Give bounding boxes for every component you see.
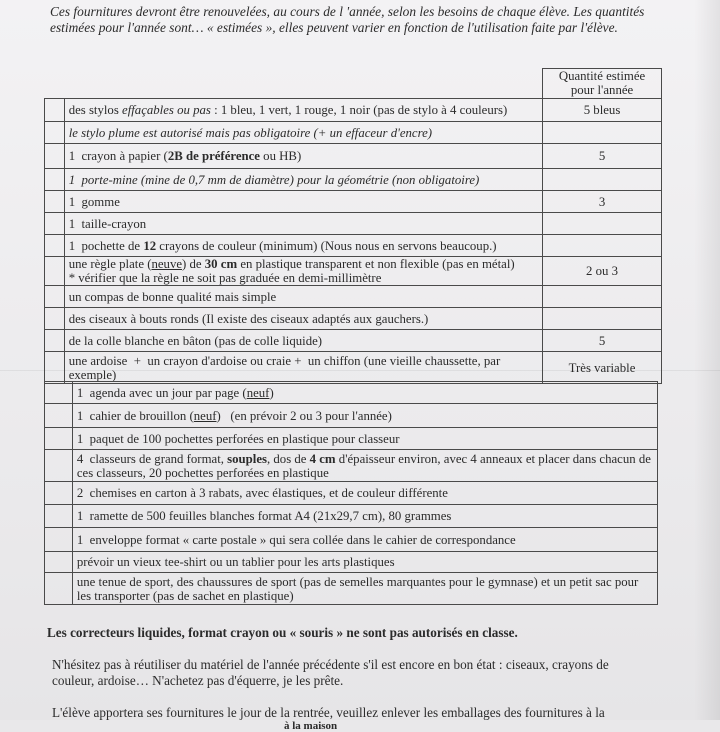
row-checkbox-cell xyxy=(45,169,65,191)
row-checkbox-cell xyxy=(45,552,73,573)
page-shadow xyxy=(694,0,720,720)
table-row xyxy=(45,191,662,213)
row-checkbox-cell xyxy=(45,99,65,122)
supply-description: 1 gomme xyxy=(64,191,542,213)
first-day-paragraph xyxy=(52,705,652,731)
quantity-header: Quantité estimée pour l'année xyxy=(543,69,662,99)
table-row xyxy=(45,352,662,384)
estimated-quantity xyxy=(543,122,662,144)
estimated-quantity: Très variable xyxy=(543,352,662,384)
supply-description: 1 paquet de 100 pochettes perforées en plastique pour classeur xyxy=(72,428,657,450)
correction-fluid-notice: Les correcteurs liquides, format crayon ou « souris » ne sont pas autorisés en classe. xyxy=(47,625,518,640)
first-day-line-cut: à la maison xyxy=(284,720,338,732)
estimated-quantity xyxy=(543,308,662,330)
row-checkbox-cell xyxy=(45,122,65,144)
supply-description: 1 crayon à papier (2B de préférence ou HB) xyxy=(64,144,542,169)
row-checkbox-cell xyxy=(45,213,65,235)
row-checkbox-cell xyxy=(45,191,65,213)
table-row xyxy=(45,505,658,528)
supply-description: le stylo plume est autorisé mais pas obligatoire (+ un effaceur d'encre) xyxy=(64,122,542,144)
row-checkbox-cell xyxy=(45,450,73,482)
intro-line-1: Ces fournitures devront être renouvelées, au cours de l 'année, selon les besoins de chaque élève. Les quantités xyxy=(50,4,645,19)
row-checkbox-cell xyxy=(45,235,65,257)
table-row xyxy=(45,482,658,505)
supply-description: un compas de bonne qualité mais simple xyxy=(64,286,542,308)
supply-description: 1 enveloppe format « carte postale » qui sera collée dans le cahier de correspondance xyxy=(72,528,657,552)
supply-description: 2 chemises en carton à 3 rabats, avec élastiques, et de couleur différente xyxy=(72,482,657,505)
row-checkbox-cell xyxy=(45,573,73,605)
supply-description: une ardoise + un crayon d'ardoise ou craie + un chiffon (une vieille chaussette, par exemple) xyxy=(64,352,542,384)
table-row xyxy=(45,450,658,482)
estimated-quantity: 5 xyxy=(543,144,662,169)
intro-line-2: estimées pour l'année sont… « estimées », elles peuvent varier en fonction de l'utilisation faite par l'élève. xyxy=(50,20,618,35)
table-row xyxy=(45,169,662,191)
supply-description: prévoir un vieux tee-shirt ou un tablier pour les arts plastiques xyxy=(72,552,657,573)
supplies-table-estimated xyxy=(44,68,662,384)
supply-description: 1 taille-crayon xyxy=(64,213,542,235)
row-checkbox-cell xyxy=(45,352,65,384)
table-row xyxy=(45,257,662,286)
estimated-quantity xyxy=(543,235,662,257)
table-row xyxy=(45,552,658,573)
reuse-paragraph: N'hésitez pas à réutiliser du matériel de l'année précédente s'il est encore en bon état : ciseaux, crayons de couleur, ardoise… N'achetez pas d'équerre, je les prête. xyxy=(52,657,609,688)
table-row xyxy=(45,122,662,144)
estimated-quantity xyxy=(543,213,662,235)
row-checkbox-cell xyxy=(45,257,65,286)
estimated-quantity xyxy=(543,169,662,191)
estimated-quantity: 3 xyxy=(543,191,662,213)
row-checkbox-cell xyxy=(45,528,73,552)
first-day-line: L'élève apportera ses fournitures le jour de la rentrée, veuillez enlever les emballages des fournitures à la xyxy=(52,705,605,720)
row-checkbox-cell xyxy=(45,308,65,330)
supply-description: 1 pochette de 12 crayons de couleur (minimum) (Nous nous en servons beaucoup.) xyxy=(64,235,542,257)
row-checkbox-cell xyxy=(45,382,73,404)
supply-description: 4 classeurs de grand format, souples, dos de 4 cm d'épaisseur environ, avec 4 anneaux et placer dans chacun de ces classeurs, 20 pochettes perforées en plastique xyxy=(72,450,657,482)
row-checkbox-cell xyxy=(45,428,73,450)
row-checkbox-cell xyxy=(45,144,65,169)
table-header-row xyxy=(45,69,662,99)
table-row xyxy=(45,330,662,352)
table-row xyxy=(45,528,658,552)
table-row xyxy=(45,382,658,404)
table-row xyxy=(45,235,662,257)
row-checkbox-cell xyxy=(45,286,65,308)
supply-description: 1 cahier de brouillon (neuf) (en prévoir 2 ou 3 pour l'année) xyxy=(72,404,657,428)
supply-description: des ciseaux à bouts ronds (Il existe des ciseaux adaptés aux gauchers.) xyxy=(64,308,542,330)
supply-description: une tenue de sport, des chaussures de sport (pas de semelles marquantes pour le gymnase) et un petit sac pour les transporter (pas de sachet en plastique) xyxy=(72,573,657,605)
supply-description: 1 porte-mine (mine de 0,7 mm de diamètre) pour la géométrie (non obligatoire) xyxy=(64,169,542,191)
table-row xyxy=(45,213,662,235)
supply-description: des stylos effaçables ou pas : 1 bleu, 1 vert, 1 rouge, 1 noir (pas de stylo à 4 couleurs) xyxy=(64,99,542,122)
table-row xyxy=(45,99,662,122)
table-row xyxy=(45,286,662,308)
supply-description: 1 ramette de 500 feuilles blanches format A4 (21x29,7 cm), 80 grammes xyxy=(72,505,657,528)
table-row xyxy=(45,428,658,450)
estimated-quantity: 5 xyxy=(543,330,662,352)
row-checkbox-cell xyxy=(45,482,73,505)
row-checkbox-cell xyxy=(45,505,73,528)
table-row xyxy=(45,573,658,605)
supply-description: une règle plate (neuve) de 30 cm en plastique transparent et non flexible (pas en métal) * vérifier que la règle ne soit pas graduée en demi-millimètre xyxy=(64,257,542,286)
estimated-quantity: 5 bleus xyxy=(543,99,662,122)
supply-description: 1 agenda avec un jour par page (neuf) xyxy=(72,382,657,404)
intro-text xyxy=(50,4,670,36)
table-row xyxy=(45,144,662,169)
estimated-quantity xyxy=(543,286,662,308)
row-checkbox-cell xyxy=(45,404,73,428)
estimated-quantity: 2 ou 3 xyxy=(543,257,662,286)
table-row xyxy=(45,308,662,330)
row-checkbox-cell xyxy=(45,330,65,352)
table-row xyxy=(45,404,658,428)
supplies-table-fixed xyxy=(44,381,658,605)
supply-description: de la colle blanche en bâton (pas de colle liquide) xyxy=(64,330,542,352)
